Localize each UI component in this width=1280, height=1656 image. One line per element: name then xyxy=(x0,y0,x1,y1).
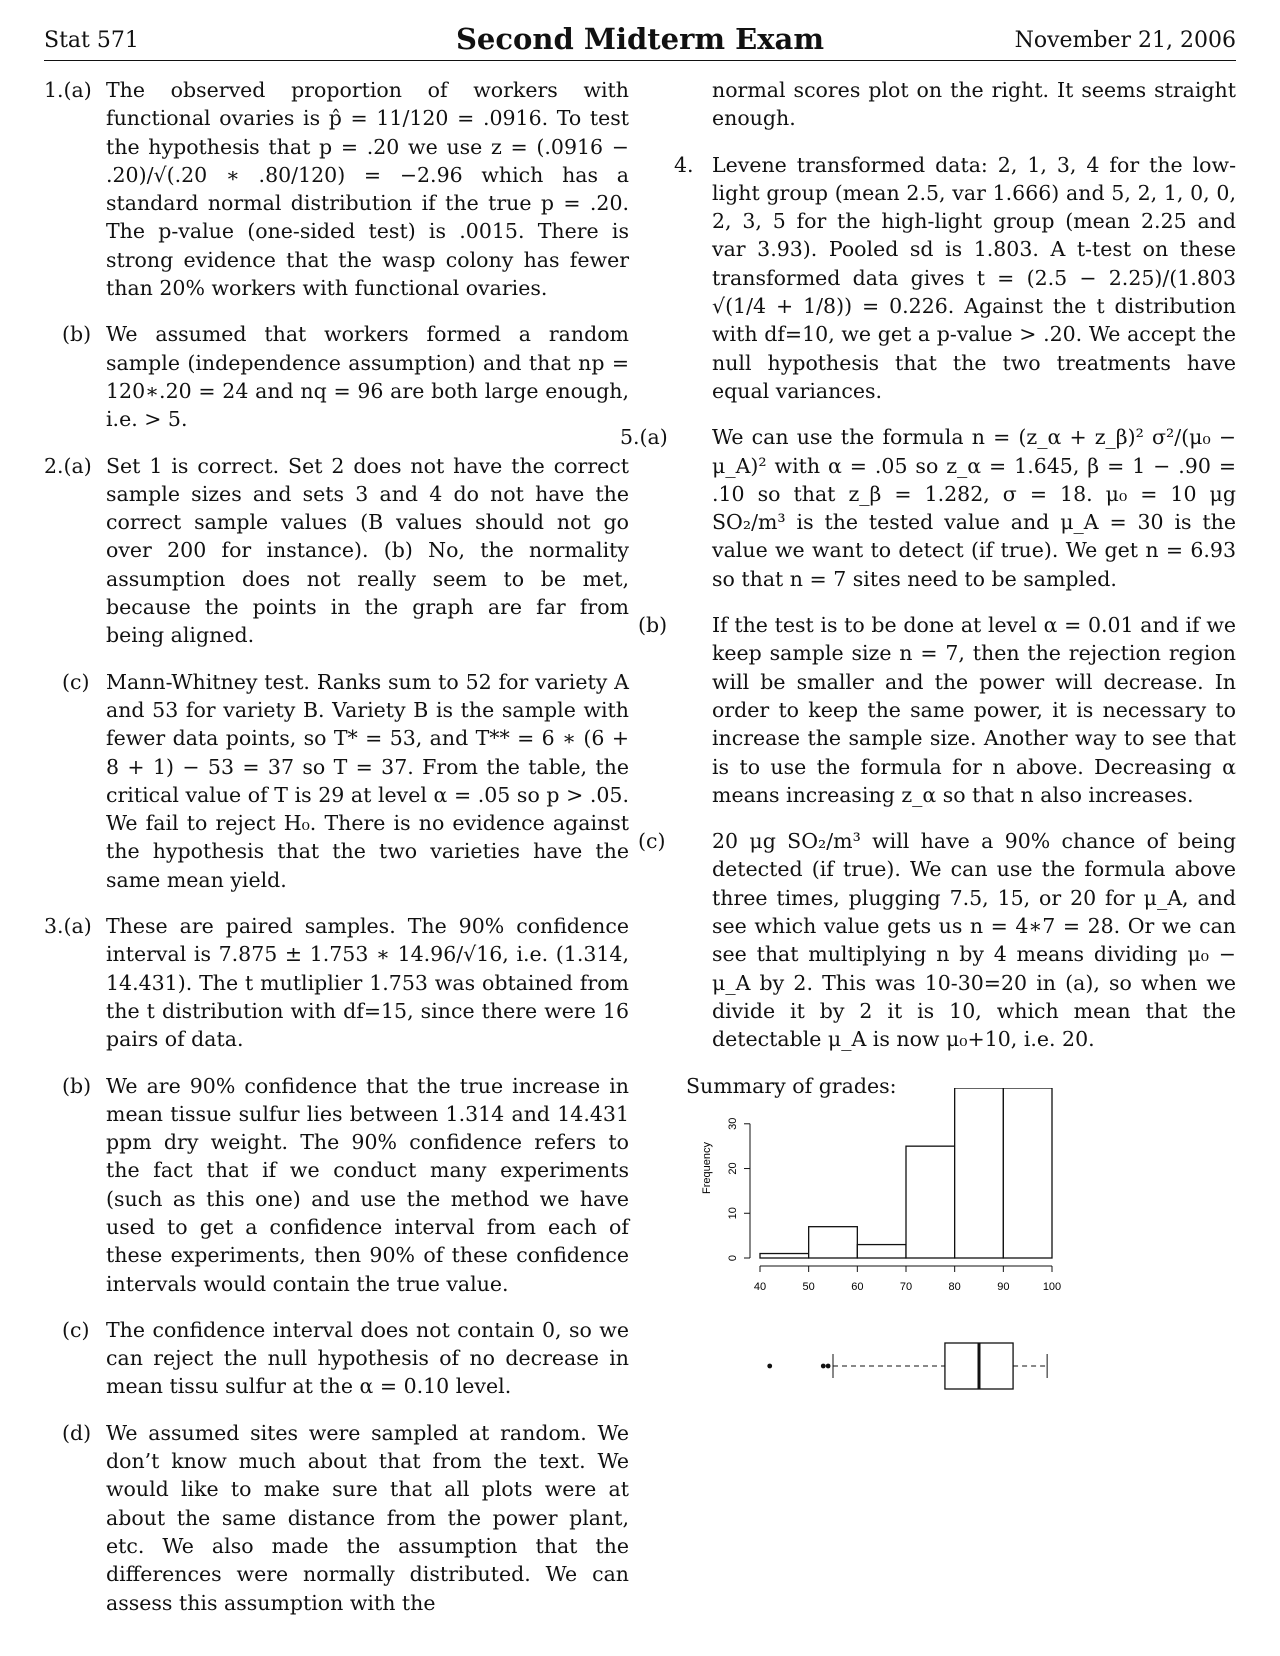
y-tick-label: 0 xyxy=(727,1254,739,1262)
q2a-label: 2.(a) xyxy=(44,453,92,478)
histogram-bar xyxy=(1003,1088,1052,1258)
q4-label: 4. xyxy=(674,152,694,177)
q3a-label: 3.(a) xyxy=(44,914,92,939)
q1a xyxy=(44,76,629,302)
boxplot-outlier xyxy=(826,1364,831,1369)
q3d-text: We assumed sites were sampled at random. We don’t know much about that from the text. We would like to make sure that all plots were at about the same distance from the power plant, etc. We also made the assumption that the differences were normally distributed. We can assess this assumption with the xyxy=(106,1420,629,1615)
q3c xyxy=(44,1316,629,1401)
q5c-label: (c) xyxy=(638,829,666,854)
q3d xyxy=(44,1419,629,1617)
q2c xyxy=(44,668,629,894)
q2a-text: Set 1 is correct. Set 2 does not have the correct sample sizes and sets 3 and 4 do not have the correct sample values (B values should not go over 200 for instance). (b) No, the normality assumption does not really seem to be met, because the points in the graph are far from being aligned. xyxy=(106,453,629,648)
q4-text: Levene transformed data: 2, 1, 3, 4 for the low-light group (mean 2.5, var 1.666) and 5, 2, 1, 0, 0, 2, 3, 5 for the high-light group (mean 2.25 and var 3.93). Pooled sd is 1.803. A t-test on these transformed data gives t = (2.5 − 2.25)/(1.803 √(1/4 + 1/8)) = 0.226. Against the t distribution with df=10, we get a p-value > .20. We accept the null hypothesis that the two treatments have equal variances. xyxy=(712,152,1236,403)
q3c-label: (c) xyxy=(62,1317,90,1342)
q2c-text: Mann-Whitney test. Ranks sum to 52 for variety A and 53 for variety B. Variety B is the sample with fewer data points, so T* = 53, and T** = 6 ∗ (6 + 8 + 1) − 53 = 37 so T = 37. From the table, the critical value of T is 29 at level α = .05 so p > .05. We fail to reject H₀. There is no evidence against the hypothesis that the two varieties have the same mean yield. xyxy=(106,669,629,892)
q1b-label: (b) xyxy=(62,322,92,347)
q3a-text: These are paired samples. The 90% confidence interval is 7.875 ± 1.753 ∗ 14.96/√16, i.e. (1.314, 14.431). The t mutliplier 1.753 was obtained from the t distribution with df=15, since there were 16 pairs of data. xyxy=(106,914,629,1052)
page-header xyxy=(44,22,1236,62)
q5a-label: 5.(a) xyxy=(620,425,668,450)
q1a-label: 1.(a) xyxy=(44,78,92,102)
left-column xyxy=(44,76,629,1635)
q3d-label: (d) xyxy=(62,1420,92,1445)
boxplot-outlier xyxy=(821,1364,826,1369)
q3d-continuation: normal scores plot on the right. It seems straight enough. xyxy=(712,78,1236,131)
q2c-label: (c) xyxy=(62,669,90,694)
grades-title: Summary of grades: xyxy=(686,1073,897,1098)
q5c-text: 20 μg SO₂/m³ will have a 90% chance of being detected (if true). We can use the formula above three times, plugging 7.5, 15, or 20 for μ_A, and see which value gets us n = 4∗7 = 28. Or we can see that multiplying n by 4 means dividing μ₀ − μ_A by 2. This was 10-30=20 in (a), so when we divide it by 2 it is 10, which mean that the detectable μ_A is now μ₀+10, i.e. 20. xyxy=(712,829,1236,1052)
right-column xyxy=(620,76,1236,1100)
x-tick-label: 70 xyxy=(899,1281,913,1293)
q5b-text: If the test is to be done at level α = 0.01 and if we keep sample size n = 7, then the rejection region will be smaller and the power will decrease. In order to keep the same power, it is necessary to increase the sample size. Another way to see that is to use the formula for n above. Decreasing α means increasing z_α so that n also increases. xyxy=(712,613,1236,807)
boxplot-outlier xyxy=(767,1364,772,1369)
q3b-text: We are 90% confidence that the true increase in mean tissue sulfur lies between 1.314 and 14.431 ppm dry weight. The 90% confidence refers to the fact that if we conduct many experiments (such as this one) and use the method we have used to get a confidence interval from each of these experiments, then 90% of these confidence intervals would contain the true value. xyxy=(106,1073,629,1296)
page-title: Second Midterm Exam xyxy=(455,22,825,56)
histogram-bar xyxy=(906,1146,955,1258)
q1a-text: The observed proportion of workers with functional ovaries is p̂ = 11/120 = .0916. To test the hypothesis that p = .20 we use z = (.0916 − .20)/√(.20 ∗ .80/120) = −2.96 which has a standard normal distribution if the true p = .20. The p-value (one-sided test) is .0015. There is strong evidence that the wasp colony has fewer than 20% workers with functional ovaries. xyxy=(106,78,629,301)
q4 xyxy=(650,151,1236,406)
q2a xyxy=(44,452,629,650)
x-tick-label: 90 xyxy=(997,1281,1010,1293)
histogram-bar xyxy=(857,1245,906,1258)
y-axis-label: Frequency xyxy=(701,1142,713,1194)
x-tick-label: 80 xyxy=(948,1281,961,1293)
q5c xyxy=(638,827,1236,1053)
q3b xyxy=(44,1072,629,1298)
y-tick-label: 30 xyxy=(727,1117,739,1130)
q1b-text: We assumed that workers formed a random sample (independence assumption) and that np = 120∗.20 = 24 and nq = 96 are both large enough, i.e. > 5. xyxy=(106,322,629,432)
q3c-text: The confidence interval does not contain 0, so we can reject the null hypothesis of no decrease in mean tissu sulfur at the α = 0.10 level. xyxy=(106,1317,629,1399)
q3b-label: (b) xyxy=(62,1073,92,1098)
header-rule xyxy=(44,60,1236,61)
q5b xyxy=(638,611,1236,809)
q5a xyxy=(620,423,1236,593)
q3a xyxy=(44,912,629,1053)
y-tick-label: 20 xyxy=(727,1162,739,1175)
q1b xyxy=(44,320,629,433)
exam-date: November 21, 2006 xyxy=(1014,28,1236,53)
x-tick-label: 100 xyxy=(1042,1281,1062,1293)
histogram-bar xyxy=(809,1227,858,1258)
q5a-text: We can use the formula n = (z_α + z_β)² σ²/(μ₀ − μ_A)² with α = .05 so z_α = 1.645, β = 1 − .90 = .10 so that z_β = 1.282, σ = 18. μ₀ = 10 μg SO₂/m³ is the tested value and μ_A = 30 is the value we want to detect (if true). We get n = 6.93 so that n = 7 sites need to be sampled. xyxy=(712,425,1236,591)
x-tick-label: 40 xyxy=(753,1281,767,1293)
y-tick-label: 10 xyxy=(727,1207,739,1220)
grades-histogram xyxy=(700,1088,1160,1408)
x-tick-label: 60 xyxy=(851,1281,864,1293)
course-name: Stat 571 xyxy=(44,28,139,53)
histogram-bar xyxy=(760,1254,809,1258)
q5b-label: (b) xyxy=(638,613,668,638)
histogram-bar xyxy=(955,1088,1004,1258)
x-tick-label: 50 xyxy=(802,1281,815,1293)
